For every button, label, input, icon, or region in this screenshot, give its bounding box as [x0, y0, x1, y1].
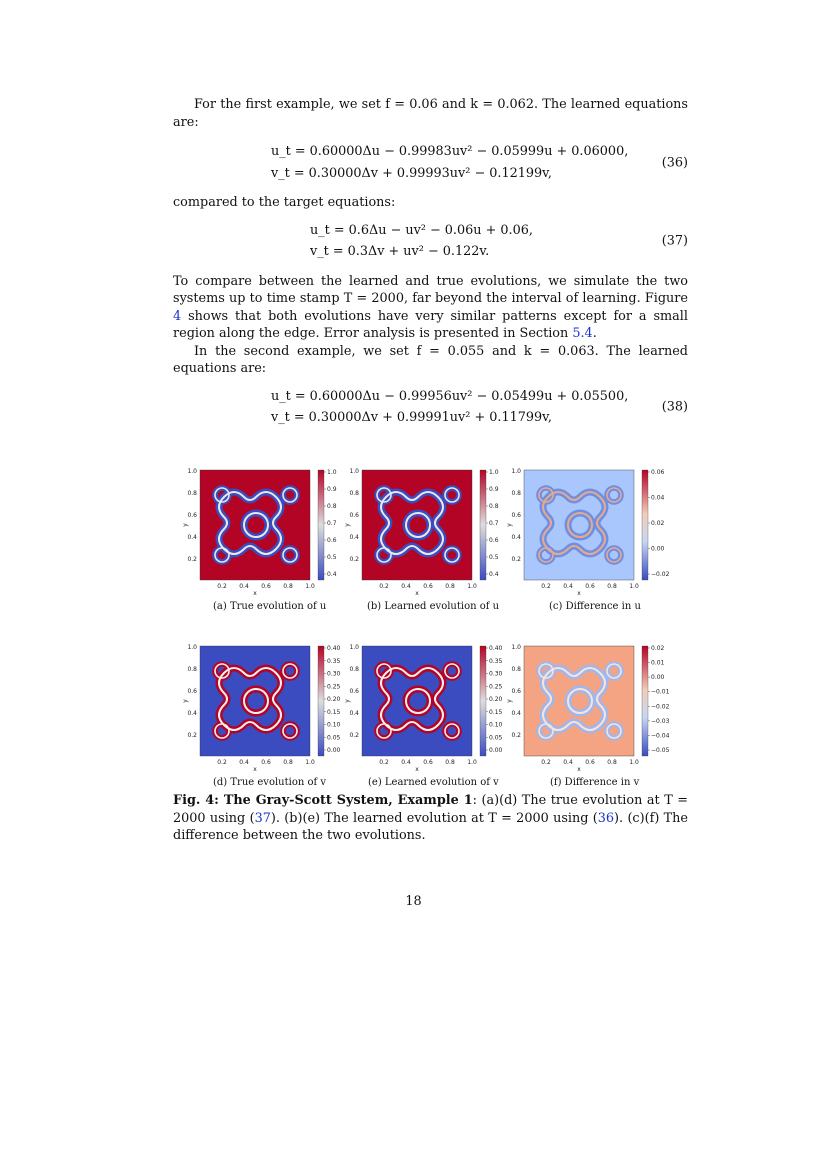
colorbar — [642, 470, 648, 580]
colorbar-tick-label: −0.02 — [651, 703, 670, 711]
x-tick-label: 0.4 — [563, 583, 573, 590]
colorbar — [318, 470, 324, 580]
colorbar-tick-label: 0.25 — [327, 683, 341, 691]
y-tick-label: 1.0 — [187, 468, 197, 475]
equation-38-number: (38) — [661, 399, 688, 415]
x-tick-label: 1.0 — [629, 583, 639, 590]
y-axis-label: y — [182, 523, 189, 527]
equation-36-link[interactable]: 36 — [597, 810, 615, 826]
colorbar-tick-label: 0.5 — [327, 554, 337, 561]
y-tick-label: 0.8 — [187, 666, 197, 673]
x-tick-label: 0.6 — [261, 583, 271, 590]
colorbar-tick-label: 0.06 — [651, 469, 665, 476]
x-tick-label: 1.0 — [629, 759, 639, 766]
equation-37-line-2: v_t = 0.3Δv + uv² − 0.122v. — [310, 244, 490, 259]
x-tick-label: 0.2 — [217, 759, 227, 766]
figure-panel-a — [182, 466, 337, 604]
x-tick-label: 0.2 — [379, 759, 389, 766]
x-tick-label: 0.2 — [541, 583, 551, 590]
x-tick-label: 0.4 — [401, 759, 411, 766]
colorbar-tick-label: 0.4 — [489, 571, 499, 578]
colorbar-tick-label: −0.02 — [651, 571, 670, 578]
equation-36-number: (36) — [661, 154, 688, 170]
y-tick-label: 0.8 — [349, 666, 359, 673]
colorbar — [318, 646, 324, 756]
x-tick-label: 0.6 — [261, 759, 271, 766]
y-tick-label: 0.2 — [187, 732, 197, 739]
colorbar-tick-label: 0.00 — [651, 545, 665, 553]
figure-caption — [173, 792, 688, 845]
equation-36 — [173, 143, 688, 182]
paragraph-1: For the first example, we set f = 0.06 and k = 0.062. The learned equations are: — [173, 97, 688, 130]
y-tick-label: 0.6 — [187, 688, 197, 695]
y-tick-label: 0.4 — [349, 534, 359, 541]
paragraph-3 — [173, 273, 688, 343]
panel-caption-a: (a) True evolution of u — [213, 601, 327, 612]
colorbar-tick-label: 0.10 — [327, 721, 341, 729]
colorbar-tick-label: −0.04 — [651, 732, 670, 740]
x-tick-label: 0.4 — [401, 583, 411, 590]
colorbar-tick-label: −0.03 — [651, 717, 670, 725]
colorbar-tick-label: 0.25 — [489, 683, 503, 691]
colorbar-tick-label: 0.05 — [489, 734, 503, 742]
colorbar-tick-label: 0.35 — [489, 657, 503, 665]
equation-38-line-2: v_t = 0.30000Δv + 0.99991uv² + 0.11799v, — [271, 410, 552, 425]
colorbar-tick-label: 0.30 — [327, 670, 341, 678]
paragraph-3-text-c: . — [592, 326, 597, 341]
y-tick-label: 0.6 — [187, 512, 197, 519]
colorbar-tick-label: 0.9 — [327, 486, 337, 493]
y-tick-label: 0.2 — [349, 556, 359, 563]
x-axis-label: x — [415, 590, 419, 597]
equation-37-line-1: u_t = 0.6Δu − uv² − 0.06u + 0.06, — [310, 222, 533, 238]
x-tick-label: 1.0 — [305, 759, 315, 766]
colorbar-tick-label: 1.0 — [327, 469, 337, 476]
y-axis-label: y — [344, 523, 351, 527]
x-tick-label: 0.6 — [585, 759, 595, 766]
colorbar-tick-label: 0.00 — [651, 674, 665, 682]
colorbar-tick-label: 0.4 — [327, 571, 337, 578]
x-tick-label: 0.6 — [423, 583, 433, 590]
colorbar-tick-label: 0.00 — [489, 747, 503, 754]
x-tick-label: 0.8 — [607, 583, 617, 590]
y-tick-label: 0.4 — [187, 534, 197, 541]
x-tick-label: 1.0 — [305, 583, 315, 590]
x-tick-label: 0.8 — [283, 583, 293, 590]
y-tick-label: 0.4 — [511, 710, 521, 717]
x-tick-label: 0.8 — [607, 759, 617, 766]
colorbar-tick-label: 0.05 — [327, 734, 341, 742]
x-tick-label: 0.2 — [379, 583, 389, 590]
panel-caption-e: (e) Learned evolution of v — [368, 777, 499, 788]
figure-panel-f — [506, 642, 670, 780]
x-axis-label: x — [577, 766, 581, 773]
x-tick-label: 1.0 — [467, 583, 477, 590]
section-5-4-link[interactable]: 5.4 — [572, 326, 593, 341]
figure-caption-text-2: ). (b)(e) The learned evolution at T = 2000 using ( — [270, 810, 598, 826]
x-tick-label: 0.8 — [445, 583, 455, 590]
y-axis-label: y — [506, 699, 513, 703]
colorbar-tick-label: 0.30 — [489, 670, 503, 678]
y-tick-label: 0.8 — [187, 490, 197, 497]
y-tick-label: 1.0 — [187, 644, 197, 651]
y-tick-label: 0.6 — [349, 688, 359, 695]
x-tick-label: 0.4 — [239, 759, 249, 766]
y-tick-label: 0.8 — [511, 490, 521, 497]
colorbar-tick-label: 0.01 — [651, 659, 665, 667]
panel-caption-b: (b) Learned evolution of u — [367, 601, 500, 612]
colorbar-tick-label: 0.15 — [489, 708, 503, 716]
colorbar-tick-label: 0.02 — [651, 645, 665, 652]
x-tick-label: 0.4 — [563, 759, 573, 766]
y-tick-label: 1.0 — [511, 468, 521, 475]
paragraph-3-text-a: To compare between the learned and true evolutions, we simulate the two systems up to time stamp T = 2000, far beyond the interval of learning. Figure — [173, 273, 688, 306]
paragraph-3-text-b: shows that both evolutions have very similar patterns except for a small region along the edge. Error analysis is presented in Section — [173, 308, 688, 341]
colorbar — [642, 646, 648, 756]
colorbar-tick-label: 1.0 — [489, 469, 499, 476]
y-tick-label: 0.6 — [511, 688, 521, 695]
y-axis-label: y — [506, 523, 513, 527]
y-tick-label: 0.6 — [349, 512, 359, 519]
colorbar-tick-label: 0.35 — [327, 657, 341, 665]
x-tick-label: 1.0 — [467, 759, 477, 766]
figure-caption-text-3: ). (c)(f) The difference between the two evolutions. — [173, 810, 689, 843]
colorbar-tick-label: 0.04 — [651, 494, 665, 502]
colorbar-tick-label: 0.20 — [327, 696, 341, 703]
x-tick-label: 0.2 — [217, 583, 227, 590]
colorbar-tick-label: −0.01 — [651, 688, 670, 696]
x-tick-label: 0.4 — [239, 583, 249, 590]
colorbar-tick-label: 0.6 — [489, 537, 499, 544]
colorbar-tick-label: 0.20 — [489, 696, 503, 703]
colorbar-tick-label: 0.15 — [327, 708, 341, 716]
colorbar-tick-label: 0.6 — [327, 537, 337, 544]
equation-37-link[interactable]: 37 — [254, 810, 271, 826]
colorbar-tick-label: 0.8 — [489, 503, 499, 510]
colorbar-tick-label: 0.7 — [489, 520, 499, 527]
y-axis-label: y — [182, 699, 189, 703]
x-axis-label: x — [253, 590, 257, 597]
colorbar — [480, 470, 486, 580]
equation-38 — [173, 388, 688, 427]
y-tick-label: 0.4 — [187, 710, 197, 717]
y-tick-label: 1.0 — [349, 644, 359, 651]
y-tick-label: 0.2 — [511, 732, 521, 739]
y-tick-label: 0.4 — [349, 710, 359, 717]
y-tick-label: 0.4 — [511, 534, 521, 541]
y-axis-label: y — [344, 699, 351, 703]
paragraph-4: In the second example, we set f = 0.055 and k = 0.063. The learned equations are: — [173, 343, 688, 376]
colorbar-tick-label: 0.9 — [489, 486, 499, 493]
y-tick-label: 0.2 — [511, 556, 521, 563]
equation-37 — [173, 222, 688, 261]
x-tick-label: 0.6 — [423, 759, 433, 766]
equation-36-line-2: v_t = 0.30000Δv + 0.99993uv² − 0.12199v, — [271, 165, 552, 181]
x-axis-label: x — [253, 766, 257, 773]
colorbar-tick-label: 0.8 — [327, 503, 337, 510]
x-axis-label: x — [577, 590, 581, 597]
figure-4-link[interactable]: 4 — [173, 308, 182, 324]
x-tick-label: 0.2 — [541, 759, 551, 766]
figure-panel-d — [182, 642, 341, 780]
x-tick-label: 0.8 — [445, 759, 455, 766]
y-tick-label: 0.2 — [349, 732, 359, 739]
figure-panel-e — [344, 642, 503, 780]
y-tick-label: 1.0 — [349, 468, 359, 475]
colorbar-tick-label: 0.40 — [327, 645, 341, 652]
y-tick-label: 0.8 — [349, 490, 359, 497]
x-axis-label: x — [415, 766, 419, 773]
colorbar-tick-label: 0.10 — [489, 721, 503, 729]
y-tick-label: 0.8 — [511, 666, 521, 673]
colorbar — [480, 646, 486, 756]
colorbar-tick-label: 0.7 — [327, 520, 337, 527]
x-tick-label: 0.6 — [585, 583, 595, 590]
colorbar-tick-label: 0.02 — [651, 520, 665, 527]
panel-caption-f: (f) Difference in v — [550, 777, 640, 788]
figure-caption-title: Fig. 4: The Gray-Scott System, Example 1 — [173, 793, 473, 808]
figure-panel-b — [344, 466, 499, 604]
x-tick-label: 0.8 — [283, 759, 293, 766]
paragraph-2: compared to the target equations: — [173, 195, 396, 210]
page-number: 18 — [405, 894, 422, 909]
figure-panel-c — [506, 466, 670, 604]
page-body — [173, 96, 688, 439]
equation-36-line-1: u_t = 0.60000Δu − 0.99983uv² − 0.05999u + 0.06000, — [271, 144, 629, 159]
colorbar-tick-label: 0.40 — [489, 645, 503, 652]
y-tick-label: 1.0 — [511, 644, 521, 651]
colorbar-tick-label: 0.00 — [327, 747, 341, 754]
y-tick-label: 0.6 — [511, 512, 521, 519]
y-tick-label: 0.2 — [187, 556, 197, 563]
colorbar-tick-label: 0.5 — [489, 554, 499, 561]
figure-caption-text-1: : (a)(d) The true evolution at T = 2000 using ( — [173, 793, 688, 826]
equation-37-number: (37) — [661, 233, 688, 249]
equation-38-line-1: u_t = 0.60000Δu − 0.99956uv² − 0.05499u + 0.05500, — [271, 388, 629, 404]
panel-caption-c: (c) Difference in u — [549, 601, 641, 612]
panel-caption-d: (d) True evolution of v — [213, 777, 327, 788]
colorbar-tick-label: −0.05 — [651, 747, 670, 754]
